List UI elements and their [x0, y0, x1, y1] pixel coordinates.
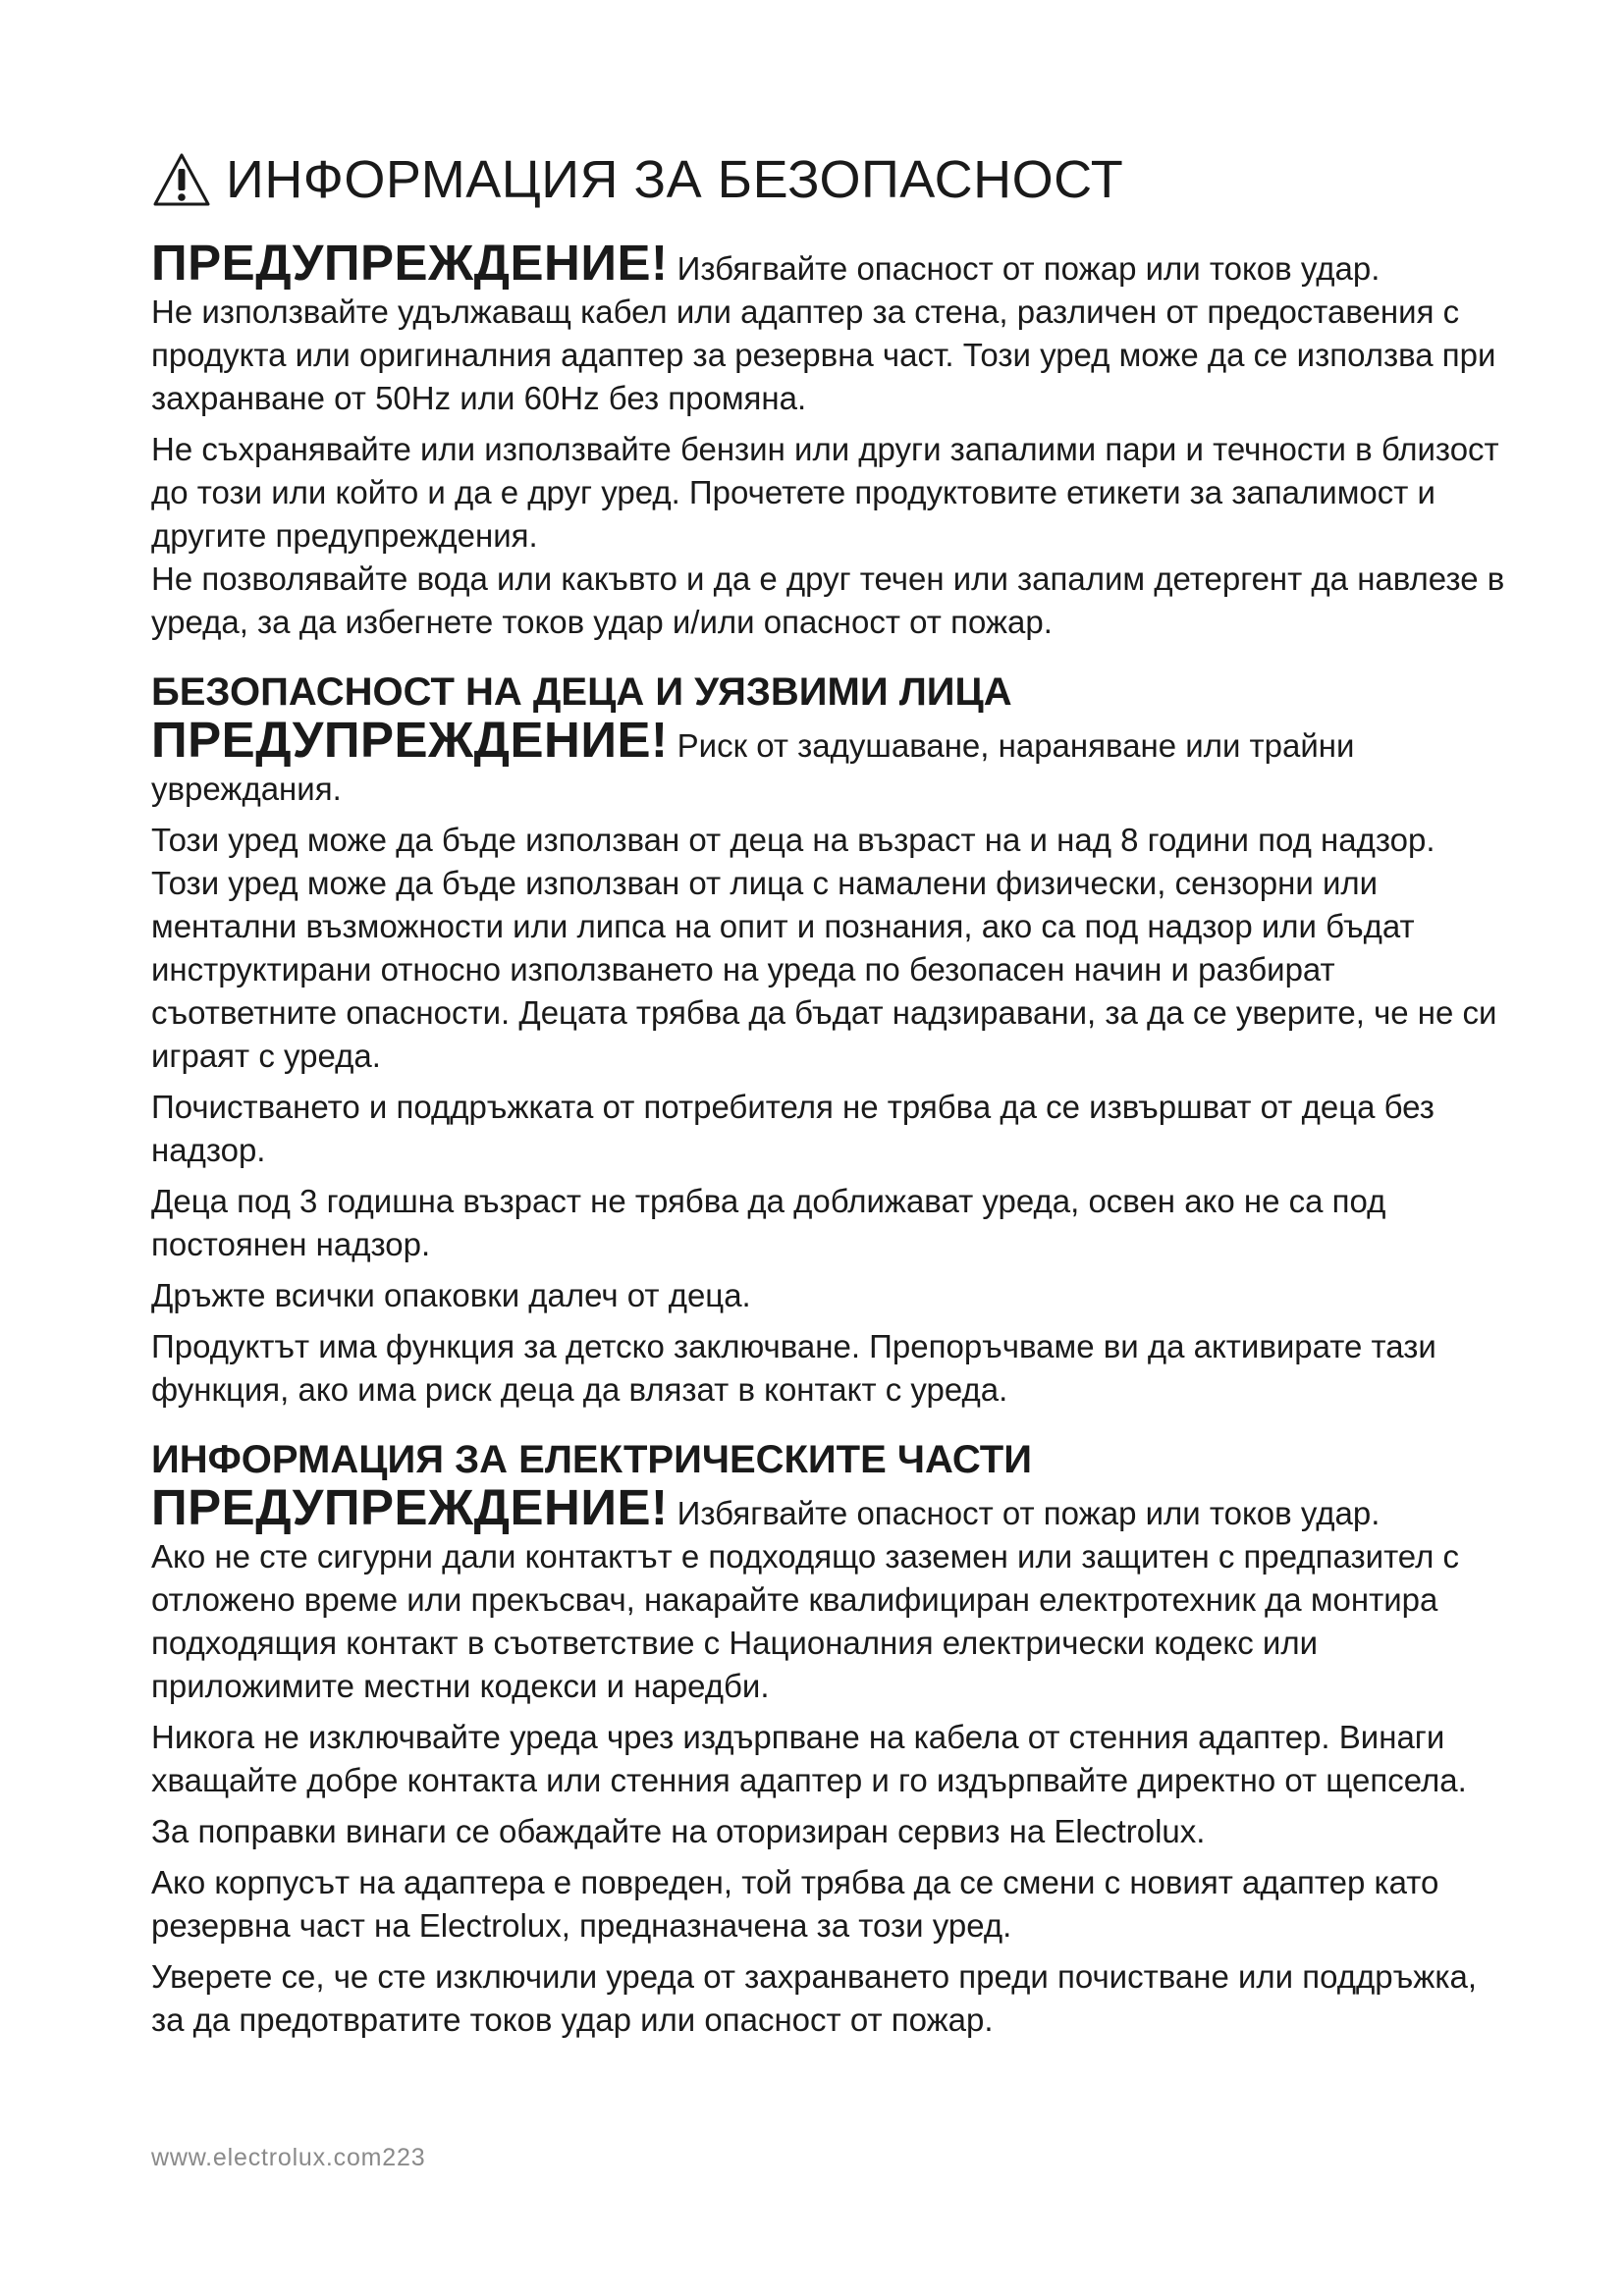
paragraph: Ако не сте сигурни дали контактът е подходящо заземен или защитен с предпазител с отложено време или прекъсвач, накарайте квалифициран електротехник да монтира подходящия контакт в съответствие с Националния електрически кодекс или приложимите местни кодекси и наредби.: [151, 1538, 1459, 1704]
section-heading: ИНФОРМАЦИЯ ЗА ЕЛЕКТРИЧЕСКИТЕ ЧАСТИ: [151, 1438, 1032, 1481]
warning-label: ПРЕДУПРЕЖДЕНИЕ!: [151, 1479, 669, 1535]
paragraph: Деца под 3 годишна възраст не трябва да доближават уреда, освен ако не са под постоянен надзор.: [151, 1183, 1386, 1262]
paragraph: Никога не изключвайте уреда чрез издърпване на кабела от стенния адаптер. Винаги хващайте добре контакта или стенния адаптер и го издърпвайте директно от щепсела.: [151, 1719, 1467, 1798]
title-row: [151, 145, 1506, 214]
paragraph: Продуктът има функция за детско заключване. Препоръчваме ви да активирате тази функция, ако има риск деца да влязат в контакт с уреда.: [151, 1328, 1436, 1408]
warning-text: Избягвайте опасност от пожар или токов удар.: [668, 1495, 1380, 1531]
footer-url: www.electrolux.com223: [151, 2144, 426, 2171]
paragraph: Дръжте всички опаковки далеч от деца.: [151, 1277, 751, 1313]
warning-text: Избягвайте опасност от пожар или токов удар.: [668, 250, 1380, 287]
paragraph: Не съхранявайте или използвайте бензин или други запалими пари и течности в близост до този или който и да е друг уред. Прочетете продуктовите етикети за запалимост и другите предупреждения.: [151, 431, 1499, 554]
paragraph: Уверете се, че сте изключили уреда от захранването преди почистване или поддръжка, за да предотвратите токов удар или опасност от пожар.: [151, 1958, 1478, 2038]
warning-line: [151, 235, 1506, 291]
warning-text: Риск от задушаване, нараняване или трайни: [668, 727, 1355, 764]
document-page: [151, 145, 1506, 2042]
warning-line: [151, 712, 1506, 768]
paragraph: Не позволявайте вода или какъвто и да е друг течен или запалим детергент да навлезе в уреда, за да избегнете токов удар и/или опасност от пожар.: [151, 561, 1505, 640]
paragraph: Ако корпусът на адаптера е повреден, той трябва да се смени с новият адаптер като резервна част на Electrolux, предназначена за този уред.: [151, 1864, 1439, 1944]
section-electrical: [151, 1437, 1506, 2042]
warning-label: ПРЕДУПРЕЖДЕНИЕ!: [151, 235, 669, 291]
paragraph: Почистването и поддръжката от потребителя не трябва да се извършват от деца без надзор.: [151, 1089, 1435, 1168]
paragraph: Този уред може да бъде използван от деца на възраст на и над 8 години под надзор. Този уред може да бъде използван от лица с намалени физически, сензорни или ментални възможности или липса на опит и познания, ако са под надзор или бъдат инструктирани относно използването на уреда по безопасен начин и разбират съответните опасности. Децата трябва да бъдат надзиравани, за да се уверите, че не си играят с уреда.: [151, 822, 1497, 1074]
paragraph: Не използвайте удължаващ кабел или адаптер за стена, различен от предоставения с продукта или оригиналния адаптер за резервна част. Този уред може да се използва при захранване от 50Hz или 60Hz без промяна.: [151, 294, 1496, 416]
section-child-safety: [151, 669, 1506, 1412]
warning-triangle-icon: [151, 151, 212, 208]
warning-label: ПРЕДУПРЕЖДЕНИЕ!: [151, 712, 669, 768]
warning-line: [151, 1479, 1506, 1535]
warning-continuation: увреждания.: [151, 771, 342, 807]
page-title: ИНФОРМАЦИЯ ЗА БЕЗОПАСНОСТ: [226, 150, 1124, 209]
paragraph: За поправки винаги се обаждайте на оторизиран сервиз на Electrolux.: [151, 1813, 1206, 1849]
section-heading: БЕЗОПАСНОСТ НА ДЕЦА И УЯЗВИМИ ЛИЦА: [151, 670, 1012, 714]
section-general-safety: [151, 235, 1506, 644]
